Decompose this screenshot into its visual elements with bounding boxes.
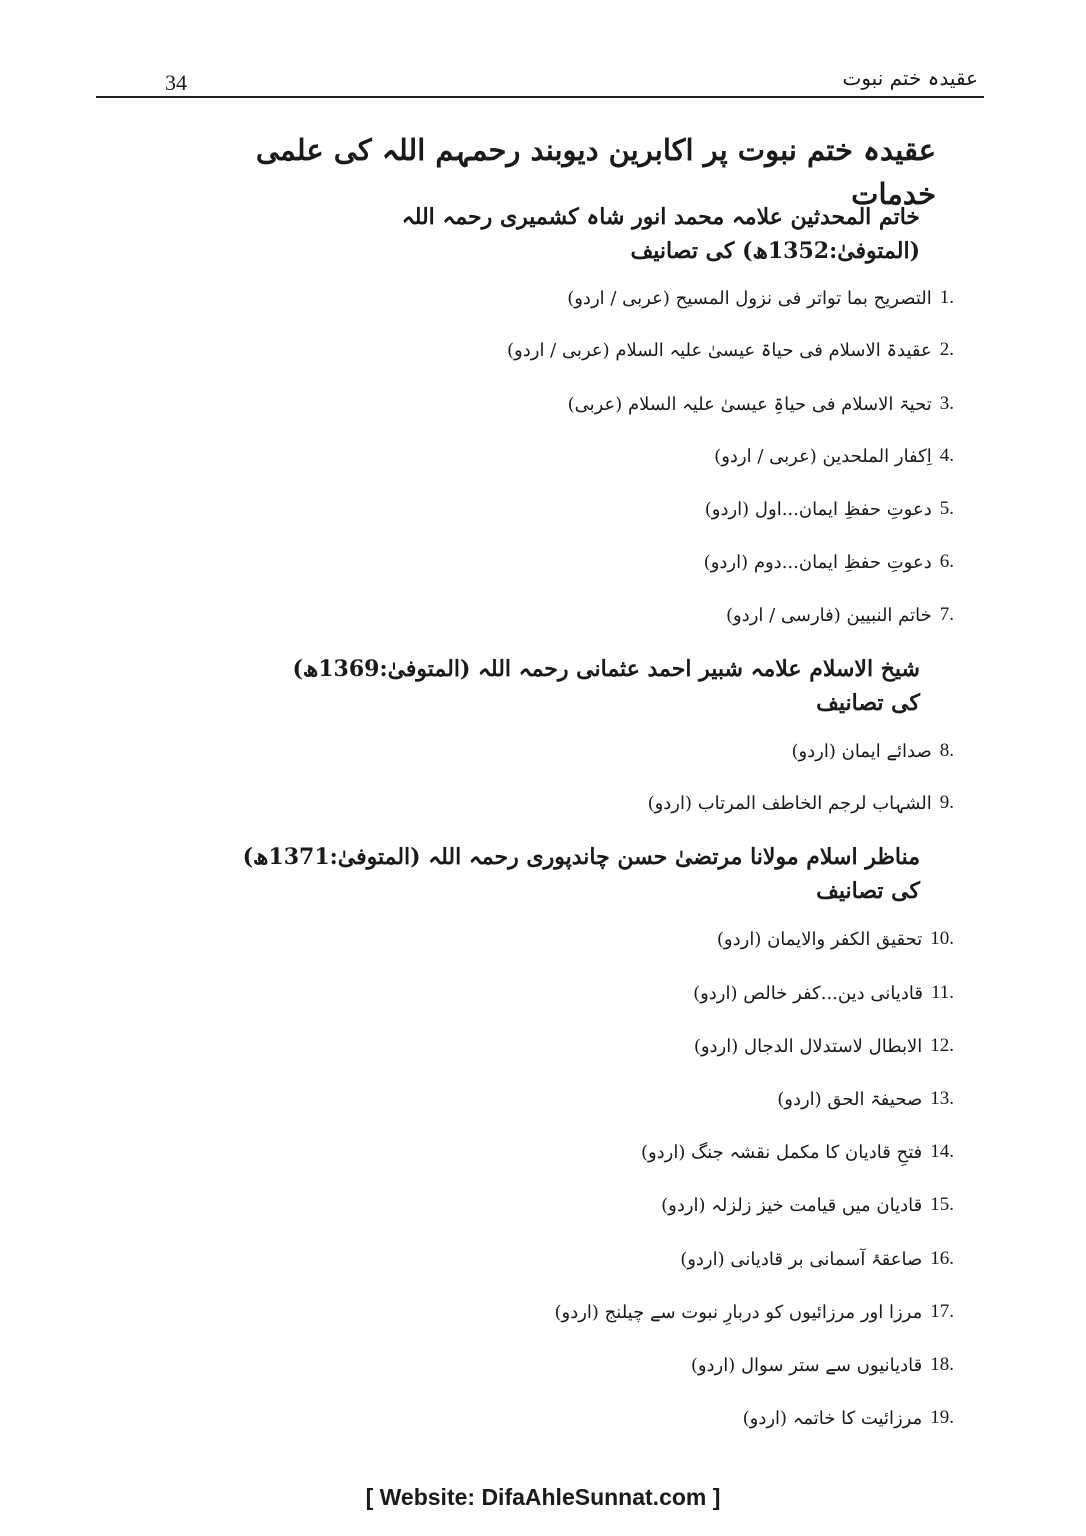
item-number: 17. [930,1301,954,1322]
item-number: 16. [930,1248,954,1269]
section-heading: مناظر اسلام مولانا مرتضیٰ حسن چاندپوری رحمہ اللہ (المتوفیٰ:1371ھ) کی تصانیف [242,844,920,904]
website-footer: [ Website: DifaAhleSunnat.com ] [365,1484,721,1510]
list-item [691,1350,954,1380]
list-item [777,1084,954,1114]
list-item [568,389,954,419]
item-number: 7. [939,604,954,625]
list-item [714,441,954,471]
item-number: 1. [939,287,954,308]
item-title: صحیفۃ الحق (اردو) [777,1088,923,1110]
item-number: 15. [930,1194,954,1215]
item-number: 18. [930,1354,954,1375]
list-item [641,1137,954,1167]
item-title: دعوتِ حفظِ ایمان...دوم (اردو) [703,551,932,573]
list-item [694,1031,954,1061]
list-item [704,547,954,577]
item-title: مرزائیت کا خاتمہ (اردو) [742,1407,923,1429]
page-title: عقیدہ ختم نبوت پر اکابرین دیوبند رحمہم اللہ کی علمی خدمات [255,133,936,211]
item-number: 6. [939,551,954,572]
list-item [507,335,954,365]
item-number: 12. [930,1035,954,1056]
list-item [680,1244,954,1274]
item-number: 4. [939,445,954,466]
item-number: 8. [939,740,954,761]
item-number: 14. [930,1141,954,1162]
item-title: اِکفار الملحدین (عربی / اردو) [714,445,932,467]
section-heading: خاتم المحدثین علامہ محمد انور شاہ کشمیری رحمہ اللہ (المتوفیٰ:1352ھ) کی تصانیف [401,204,920,264]
item-title: قادیانیوں سے ستر سوال (اردو) [690,1354,923,1376]
item-number: 10. [930,928,954,949]
item-title: تحیۃ الاسلام فی حیاۃِ عیسیٰ علیہ السلام (عربی) [567,393,932,415]
item-number: 2. [939,339,954,360]
item-number: 11. [930,982,954,1003]
item-title: الابطال لاستدلال الدجال (اردو) [693,1035,923,1057]
item-title: الشہاب لرجم الخاطف المرتاب (اردو) [647,792,932,814]
item-number: 3. [939,393,954,414]
header-divider [96,96,984,98]
list-item [791,736,954,766]
item-title: صدائے ایمان (اردو) [791,740,932,762]
item-title: خاتم النبیین (فارسی / اردو) [725,604,932,626]
list-item [648,788,954,818]
section-heading: شیخ الاسلام علامہ شبیر احمد عثمانی رحمہ اللہ (المتوفیٰ:1369ھ) کی تصانیف [292,656,920,716]
list-item [555,1297,955,1327]
item-number: 5. [939,498,954,519]
item-title: قادیان میں قیامت خیز زلزلہ (اردو) [661,1194,923,1216]
list-item [717,924,954,954]
item-title: فتحِ قادیان کا مکمل نقشہ جنگ (اردو) [640,1141,923,1163]
list-item [726,600,954,630]
item-title: دعوتِ حفظِ ایمان...اول (اردو) [704,498,932,520]
item-title: عقیدۃ الاسلام فی حیاۃ عیسیٰ علیہ السلام (عربی / اردو) [507,339,932,361]
item-title: التصریح بما تواتر فی نزول المسیح (عربی / اردو) [567,287,932,309]
item-number: 9. [939,792,954,813]
list-item [661,1190,954,1220]
list-item [693,978,954,1008]
item-title: مرزا اور مرزائیوں کو دربارِ نبوت سے چیلنج (اردو) [554,1301,923,1323]
item-title: تحقیق الکفر والایمان (اردو) [716,928,923,950]
running-title: عقیدہ ختم نبوت [842,66,978,90]
item-title: قادیانی دین...کفر خالص (اردو) [693,982,923,1004]
list-item [705,494,954,524]
list-item [743,1403,954,1433]
page-number: 34 [165,70,187,95]
item-title: صاعقۂ آسمانی بر قادیانی (اردو) [680,1248,923,1270]
list-item [567,283,954,313]
item-number: 19. [930,1407,954,1428]
item-number: 13. [930,1088,954,1109]
